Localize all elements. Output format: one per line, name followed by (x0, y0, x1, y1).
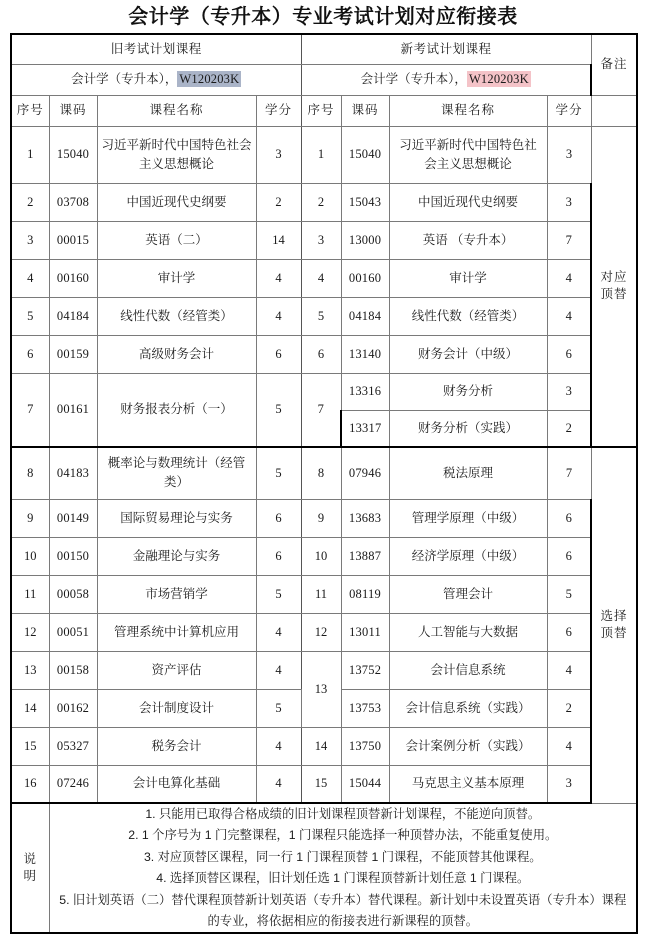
new-seq: 8 (301, 447, 341, 499)
old-code: 00150 (49, 537, 97, 575)
old-name: 概率论与数理统计（经管类） (97, 447, 256, 499)
old-code: 04183 (49, 447, 97, 499)
old-code: 00051 (49, 613, 97, 651)
table-row (11, 651, 637, 689)
new-name: 中国近现代史纲要 (389, 183, 547, 221)
table-row (11, 297, 637, 335)
old-name: 线性代数（经管类） (97, 297, 256, 335)
new-credit: 2 (547, 410, 591, 447)
old-name: 会计电算化基础 (97, 765, 256, 803)
table-row (11, 126, 637, 183)
new-seq: 5 (301, 297, 341, 335)
new-seq: 7 (301, 373, 341, 447)
table-row (11, 221, 637, 259)
column-header-old-credit: 学分 (256, 95, 301, 126)
new-name: 线性代数（经管类） (389, 297, 547, 335)
new-name: 财务分析（实践） (389, 410, 547, 447)
course-mapping-table-wrapper (10, 33, 636, 934)
old-name: 高级财务会计 (97, 335, 256, 373)
new-name: 财务分析 (389, 373, 547, 410)
new-code: 13683 (341, 499, 389, 537)
new-seq: 2 (301, 183, 341, 221)
new-credit: 2 (547, 689, 591, 727)
old-code: 03708 (49, 183, 97, 221)
column-header-row (11, 95, 637, 126)
old-name: 财务报表分析（一） (97, 373, 256, 447)
table-row (11, 183, 637, 221)
old-credit: 4 (256, 727, 301, 765)
old-code: 00159 (49, 335, 97, 373)
old-seq: 11 (11, 575, 49, 613)
old-credit: 4 (256, 259, 301, 297)
old-name: 税务会计 (97, 727, 256, 765)
page-title: 会计学（专升本）专业考试计划对应衔接表 (128, 6, 518, 28)
old-credit: 5 (256, 373, 301, 447)
old-seq: 7 (11, 373, 49, 447)
old-name: 资产评估 (97, 651, 256, 689)
new-plan-major-cell (301, 64, 591, 95)
old-seq: 13 (11, 651, 49, 689)
new-credit: 4 (547, 727, 591, 765)
new-seq: 6 (301, 335, 341, 373)
old-name: 习近平新时代中国特色社会主义思想概论 (97, 126, 256, 183)
new-code: 13887 (341, 537, 389, 575)
new-code: 13752 (341, 651, 389, 689)
old-name: 国际贸易理论与实务 (97, 499, 256, 537)
new-credit: 7 (547, 221, 591, 259)
new-code: 07946 (341, 447, 389, 499)
new-code: 13011 (341, 613, 389, 651)
group-header-remark: 备注 (591, 34, 637, 95)
note-item-1: 1. 只能用已取得合格成绩的旧计划课程顶替新计划课程，不能逆向顶替。 (145, 807, 541, 821)
old-seq: 8 (11, 447, 49, 499)
column-header-new-credit: 学分 (547, 95, 591, 126)
old-seq: 12 (11, 613, 49, 651)
old-name: 英语（二） (97, 221, 256, 259)
table-row (11, 335, 637, 373)
old-seq: 2 (11, 183, 49, 221)
new-credit: 6 (547, 537, 591, 575)
new-name: 经济学原理（中级） (389, 537, 547, 575)
column-header-new-code: 课码 (341, 95, 389, 126)
new-code: 13316 (341, 373, 389, 410)
note-item-3: 3. 对应顶替区课程，同一行 1 门课程顶替 1 门课程，不能顶替其他课程。 (143, 849, 542, 864)
new-seq: 1 (301, 126, 341, 183)
new-code: 13317 (341, 410, 389, 447)
new-seq: 9 (301, 499, 341, 537)
remark-optional: 选择顶替 (591, 447, 637, 803)
new-code: 04184 (341, 297, 389, 335)
new-name: 审计学 (389, 259, 547, 297)
new-code: 15040 (341, 126, 389, 183)
new-code: 13000 (341, 221, 389, 259)
old-name: 市场营销学 (97, 575, 256, 613)
old-credit: 4 (256, 651, 301, 689)
new-name: 财务会计（中级） (389, 335, 547, 373)
old-code: 00149 (49, 499, 97, 537)
column-header-old-code: 课码 (49, 95, 97, 126)
group-header-new-plan: 新考试计划课程 (301, 34, 591, 64)
new-credit: 3 (547, 765, 591, 803)
course-mapping-table (10, 33, 638, 934)
old-code: 00162 (49, 689, 97, 727)
note-item-4: 4. 选择顶替区课程，旧计划任选 1 门课程顶替新计划任意 1 门课程。 (156, 871, 530, 886)
new-seq: 15 (301, 765, 341, 803)
old-code: 07246 (49, 765, 97, 803)
old-code: 00058 (49, 575, 97, 613)
old-name: 审计学 (97, 259, 256, 297)
notes-label (11, 803, 49, 933)
remark-corresponding: 对应顶替 (591, 126, 637, 447)
new-seq: 4 (301, 259, 341, 297)
old-seq: 3 (11, 221, 49, 259)
new-credit: 3 (547, 373, 591, 410)
new-credit: 6 (547, 613, 591, 651)
old-credit: 5 (256, 447, 301, 499)
old-credit: 6 (256, 537, 301, 575)
new-name: 会计案例分析（实践） (389, 727, 547, 765)
old-code: 00160 (49, 259, 97, 297)
new-name: 人工智能与大数据 (389, 613, 547, 651)
old-seq: 1 (11, 126, 49, 183)
old-credit: 4 (256, 765, 301, 803)
new-seq: 11 (301, 575, 341, 613)
table-row (11, 259, 637, 297)
table-row (11, 765, 637, 803)
old-code: 00015 (49, 221, 97, 259)
old-code: 04184 (49, 297, 97, 335)
table-row (11, 537, 637, 575)
old-plan-major-cell (11, 64, 301, 95)
new-credit: 6 (547, 499, 591, 537)
new-code: 13140 (341, 335, 389, 373)
table-row (11, 447, 637, 499)
new-credit: 7 (547, 447, 591, 499)
notes-label-char-1: 说 (23, 852, 37, 867)
old-code: 15040 (49, 126, 97, 183)
group-header-old-plan: 旧考试计划课程 (11, 34, 301, 64)
old-credit: 2 (256, 183, 301, 221)
old-credit: 4 (256, 613, 301, 651)
new-credit: 5 (547, 575, 591, 613)
new-code: 13753 (341, 689, 389, 727)
new-seq: 13 (301, 651, 341, 727)
new-name: 会计信息系统（实践） (389, 689, 547, 727)
old-seq: 4 (11, 259, 49, 297)
column-header-new-name: 课程名称 (389, 95, 547, 126)
new-code: 08119 (341, 575, 389, 613)
new-credit: 6 (547, 335, 591, 373)
old-name: 中国近现代史纲要 (97, 183, 256, 221)
old-seq: 16 (11, 765, 49, 803)
new-credit: 3 (547, 126, 591, 183)
old-seq: 14 (11, 689, 49, 727)
old-credit: 6 (256, 499, 301, 537)
old-code: 00158 (49, 651, 97, 689)
table-row (11, 373, 637, 410)
notes-content (49, 803, 637, 933)
new-credit: 4 (547, 651, 591, 689)
new-credit: 4 (547, 297, 591, 335)
new-seq: 14 (301, 727, 341, 765)
old-credit: 3 (256, 126, 301, 183)
old-seq: 5 (11, 297, 49, 335)
old-name: 管理系统中计算机应用 (97, 613, 256, 651)
new-plan-major-name: 会计学（专升本）， (360, 72, 467, 86)
new-name: 会计信息系统 (389, 651, 547, 689)
old-credit: 4 (256, 297, 301, 335)
new-seq: 3 (301, 221, 341, 259)
note-item-5: 5. 旧计划英语（二）替代课程顶替新计划英语（专升本）替代课程。新计划中未设置英语（专升本）课程的专业，将依据相应的衔接表进行新课程的顶替。 (59, 892, 627, 929)
table-row (11, 727, 637, 765)
new-seq: 12 (301, 613, 341, 651)
new-name: 习近平新时代中国特色社会主义思想概论 (389, 126, 547, 183)
new-name: 管理学原理（中级） (389, 499, 547, 537)
old-credit: 5 (256, 575, 301, 613)
new-code: 15044 (341, 765, 389, 803)
new-name: 税法原理 (389, 447, 547, 499)
old-seq: 6 (11, 335, 49, 373)
note-item-2: 2. 1 个序号为 1 门完整课程，1 门课程只能选择一种顶替办法，不能重复使用。 (128, 828, 558, 843)
new-plan-major-code: W120203K (468, 72, 529, 86)
group-header-row (11, 34, 637, 64)
old-seq: 10 (11, 537, 49, 575)
new-credit: 4 (547, 259, 591, 297)
old-plan-major-code: W120203K (179, 72, 240, 86)
column-header-new-seq: 序号 (301, 95, 341, 126)
notes-label-char-2: 明 (23, 869, 37, 884)
column-header-remark-blank (591, 95, 637, 126)
new-code: 15043 (341, 183, 389, 221)
old-code: 05327 (49, 727, 97, 765)
new-credit: 3 (547, 183, 591, 221)
new-code: 00160 (341, 259, 389, 297)
new-name: 管理会计 (389, 575, 547, 613)
plan-code-row (11, 64, 637, 95)
old-credit: 14 (256, 221, 301, 259)
new-name: 英语 （专升本） (389, 221, 547, 259)
old-name: 金融理论与实务 (97, 537, 256, 575)
old-name: 会计制度设计 (97, 689, 256, 727)
new-code: 13750 (341, 727, 389, 765)
new-name: 马克思主义基本原理 (389, 765, 547, 803)
table-row (11, 499, 637, 537)
old-code: 00161 (49, 373, 97, 447)
notes-row (11, 803, 637, 933)
table-row (11, 575, 637, 613)
column-header-old-name: 课程名称 (97, 95, 256, 126)
old-seq: 9 (11, 499, 49, 537)
old-seq: 15 (11, 727, 49, 765)
old-credit: 5 (256, 689, 301, 727)
table-row (11, 613, 637, 651)
new-seq: 10 (301, 537, 341, 575)
old-plan-major-name: 会计学（专升本）， (71, 72, 178, 86)
old-credit: 6 (256, 335, 301, 373)
column-header-old-seq: 序号 (11, 95, 49, 126)
